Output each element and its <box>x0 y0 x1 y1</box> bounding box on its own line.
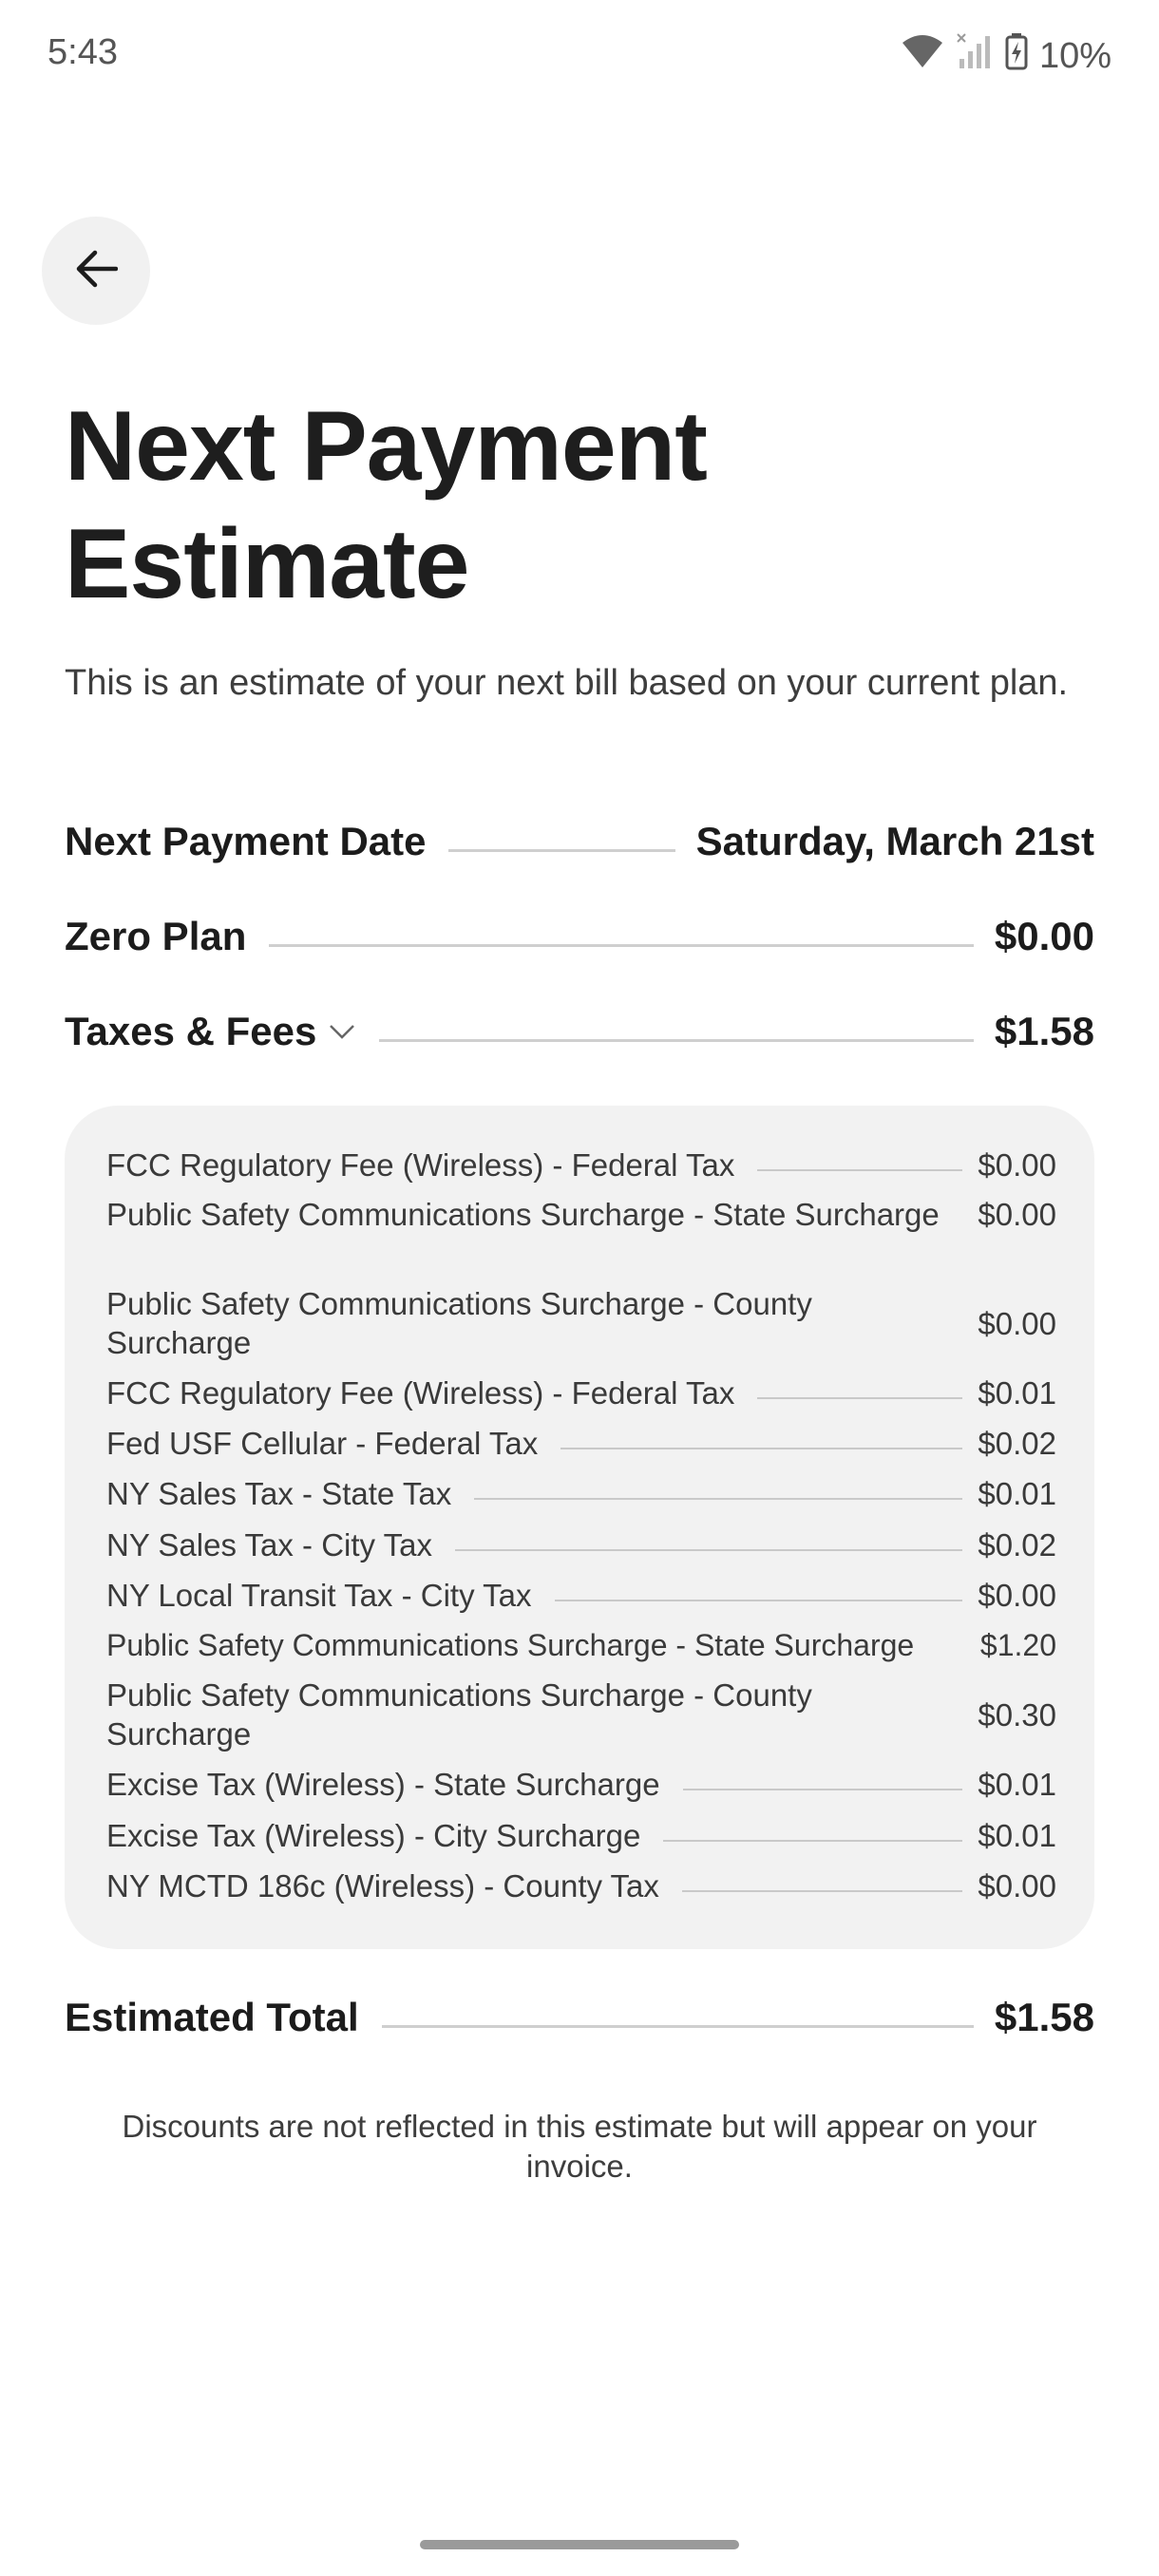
fee-label: NY Local Transit Tax - City Tax <box>106 1578 532 1613</box>
status-icons <box>901 32 1112 80</box>
fee-label: Public Safety Communications Surcharge - State Surcharge <box>106 1628 915 1662</box>
divider <box>560 1448 962 1449</box>
fee-value: $0.00 <box>978 1147 1056 1183</box>
fee-row <box>106 1146 1056 1184</box>
next-payment-value: Saturday, March 21st <box>695 819 1094 863</box>
taxes-fees-value: $1.58 <box>994 1009 1094 1053</box>
fee-row <box>106 1284 1056 1362</box>
divider <box>757 1397 962 1399</box>
divider <box>269 944 974 947</box>
fee-row <box>106 1626 1056 1665</box>
wifi-icon <box>901 33 944 79</box>
divider <box>683 1789 963 1790</box>
fee-label: Fed USF Cellular - Federal Tax <box>106 1426 539 1461</box>
next-payment-row <box>65 819 1094 864</box>
fee-value: $0.02 <box>978 1426 1056 1461</box>
fee-row <box>106 1816 1056 1855</box>
fee-value: $0.00 <box>978 1197 1056 1232</box>
fee-label: NY Sales Tax - State Tax <box>106 1476 452 1511</box>
fee-row <box>106 1676 1056 1753</box>
status-bar <box>0 0 1159 106</box>
fee-label: NY Sales Tax - City Tax <box>106 1527 432 1563</box>
divider <box>555 1600 963 1601</box>
fee-value: $0.01 <box>978 1767 1056 1802</box>
fee-row <box>106 1765 1056 1804</box>
divider <box>379 1039 974 1042</box>
fee-label: FCC Regulatory Fee (Wireless) - Federal Tax <box>106 1375 735 1411</box>
fee-value: $0.02 <box>978 1527 1056 1563</box>
fee-row <box>106 1576 1056 1615</box>
taxes-fees-row[interactable] <box>65 1009 1094 1054</box>
next-payment-label: Next Payment Date <box>65 819 427 863</box>
status-time: 5:43 <box>48 32 118 72</box>
arrow-left-icon <box>74 250 118 293</box>
fee-value: $0.00 <box>978 1578 1056 1613</box>
chevron-down-icon[interactable] <box>328 1022 356 1041</box>
fee-label: Excise Tax (Wireless) - State Surcharge <box>106 1767 660 1802</box>
disclaimer-text: Discounts are not reflected in this estimate but will appear on your invoice. <box>122 2109 1037 2184</box>
fee-row <box>106 1866 1056 1905</box>
fee-label: Public Safety Communications Surcharge - County Surcharge <box>106 1677 812 1752</box>
divider <box>455 1549 962 1551</box>
fee-value: $0.00 <box>978 1868 1056 1904</box>
divider <box>382 2025 974 2028</box>
page-subtitle: This is an estimate of your next bill based on your current plan. <box>65 663 1069 703</box>
estimated-total-label: Estimated Total <box>65 1995 359 2039</box>
plan-label: Zero Plan <box>65 914 247 958</box>
fee-value: $0.00 <box>978 1305 1056 1341</box>
battery-charging-icon <box>1005 32 1028 80</box>
divider <box>474 1498 962 1500</box>
home-indicator[interactable] <box>420 2540 739 2549</box>
fee-value: $0.01 <box>978 1818 1056 1853</box>
fee-row <box>106 1424 1056 1463</box>
taxes-fees-label[interactable]: Taxes & Fees <box>65 1009 317 1053</box>
divider <box>448 849 674 852</box>
fees-breakdown <box>65 1106 1094 1949</box>
fee-row <box>106 1474 1056 1513</box>
fee-label: NY MCTD 186c (Wireless) - County Tax <box>106 1868 659 1904</box>
estimated-total-row <box>65 1995 1094 2040</box>
fee-label: Excise Tax (Wireless) - City Surcharge <box>106 1818 641 1853</box>
fee-label: FCC Regulatory Fee (Wireless) - Federal Tax <box>106 1147 735 1183</box>
divider <box>757 1169 962 1171</box>
fee-value: $0.30 <box>978 1696 1056 1733</box>
divider <box>663 1840 962 1842</box>
plan-row <box>65 914 1094 959</box>
battery-percentage: 10% <box>1038 35 1112 76</box>
back-button[interactable] <box>42 217 150 325</box>
fee-row <box>106 1525 1056 1564</box>
fee-label: Public Safety Communications Surcharge - County Surcharge <box>106 1286 812 1360</box>
divider <box>682 1890 962 1892</box>
fee-label: Public Safety Communications Surcharge - State Surcharge <box>106 1197 940 1232</box>
fee-row <box>106 1195 1056 1234</box>
estimated-total-value: $1.58 <box>994 1995 1094 2039</box>
page-title: Next Payment Estimate <box>65 391 707 619</box>
plan-value: $0.00 <box>994 914 1094 958</box>
fee-value: $0.01 <box>978 1476 1056 1511</box>
fee-value: $1.20 <box>979 1628 1056 1662</box>
cell-signal-icon <box>956 32 994 80</box>
fee-value: $0.01 <box>978 1375 1056 1411</box>
fee-row <box>106 1373 1056 1412</box>
